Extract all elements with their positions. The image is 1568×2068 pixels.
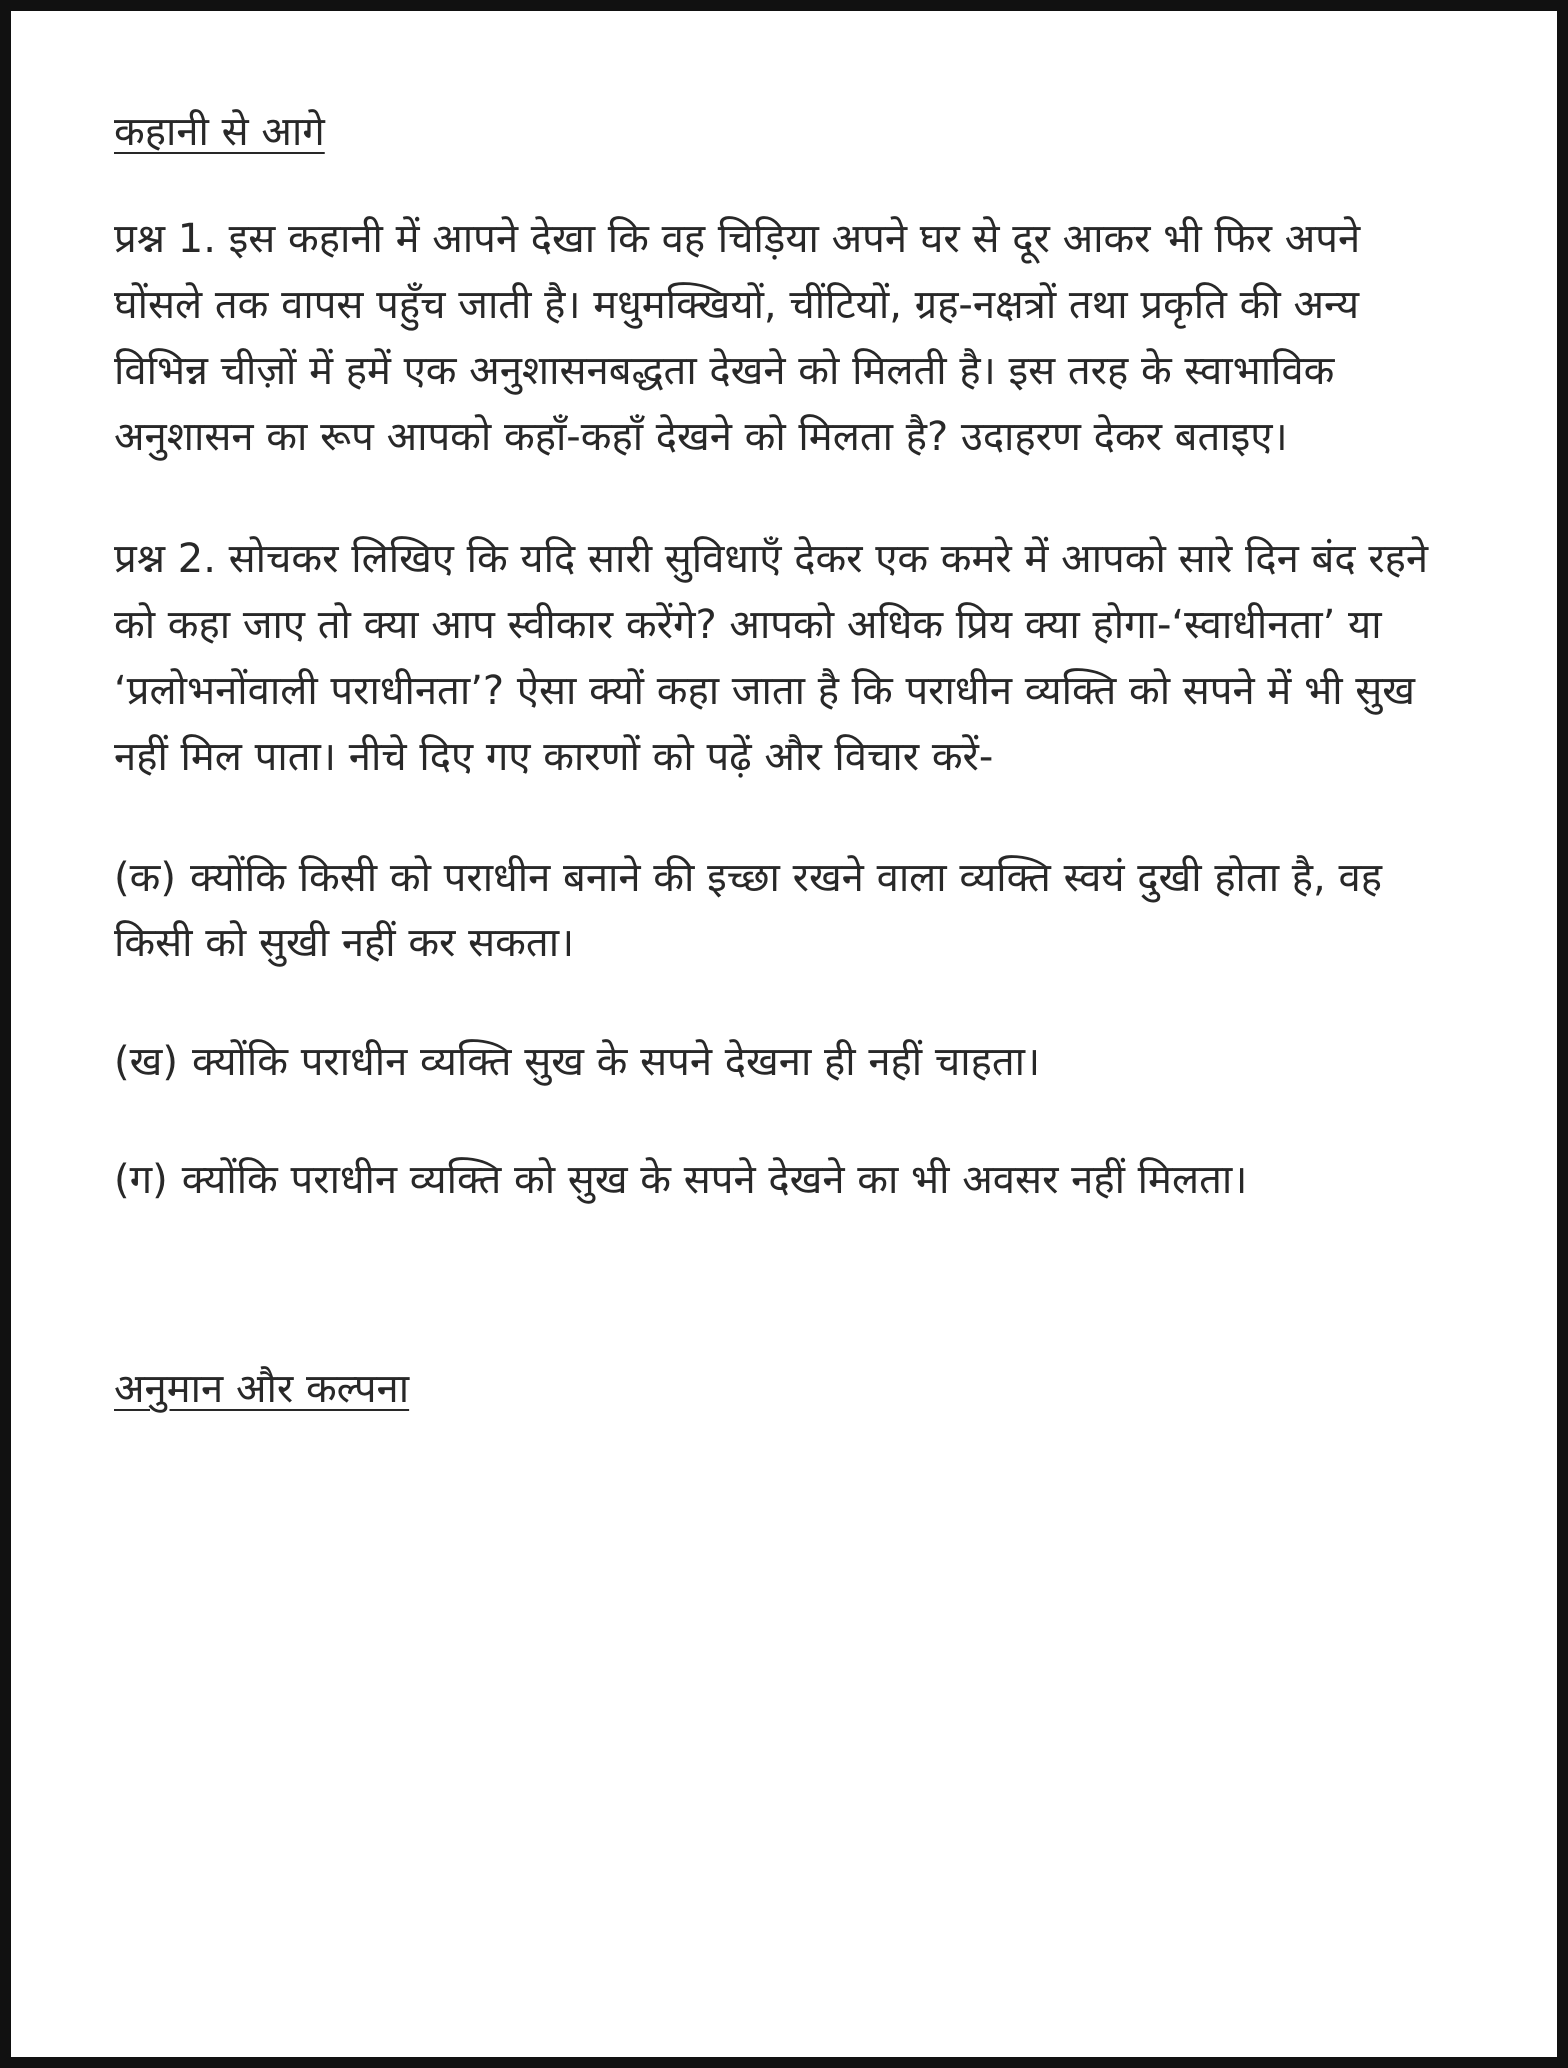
reason-text-ga: क्योंकि पराधीन व्यक्ति को सुख के सपने देखने का भी अवसर नहीं मिलता। [181,1157,1248,1204]
section-heading-anuman-aur-kalpana: अनुमान और कल्पना [114,1366,410,1413]
reason-item-ka [114,846,1457,976]
reason-marker-kha: (ख) [114,1038,178,1085]
page-content [11,11,1557,1415]
reason-marker-ga: (ग) [114,1157,168,1204]
reason-item-kha [114,1030,1457,1095]
reason-item-ga [114,1148,1457,1213]
question-2-paragraph: प्रश्न 2. सोचकर लिखिए कि यदि सारी सुविधाएँ देकर एक कमरे में आपको सारे दिन बंद रहने को कहा जाए तो क्या आप स्वीकार करेंगे? आपको अधिक प्रिय क्या होगा-‘स्वाधीनता’ या ‘प्रलोभनोंवाली पराधीनता’? ऐसा क्यों कहा जाता है कि पराधीन व्यक्ति को सपने में भी सुख नहीं मिल पाता। नीचे दिए गए कारणों को पढ़ें और विचार करें- [114,536,1429,780]
question-1-paragraph: प्रश्न 1. इस कहानी में आपने देखा कि वह चिड़िया अपने घर से दूर आकर भी फिर अपने घोंसले तक वापस पहुँच जाती है। मधुमक्खियों, चींटियों, ग्रह-नक्षत्रों तथा प्रकृति की अन्य विभिन्न चीज़ों में हमें एक अनुशासनबद्धता देखने को मिलती है। इस तरह के स्वाभाविक अनुशासन का रूप आपको कहाँ-कहाँ देखने को मिलता है? उदाहरण देकर बताइए। [114,216,1361,460]
reason-text-kha: क्योंकि पराधीन व्यक्ति सुख के सपने देखना ही नहीं चाहता। [191,1038,1041,1085]
reason-text-ka: क्योंकि किसी को पराधीन बनाने की इच्छा रखने वाला व्यक्ति स्वयं दुखी होता है, वह किसी को सुखी नहीं कर सकता। [114,855,1382,966]
reason-marker-ka: (क) [114,855,176,901]
section-heading-kahani-se-aage: कहानी से आगे [114,109,325,155]
